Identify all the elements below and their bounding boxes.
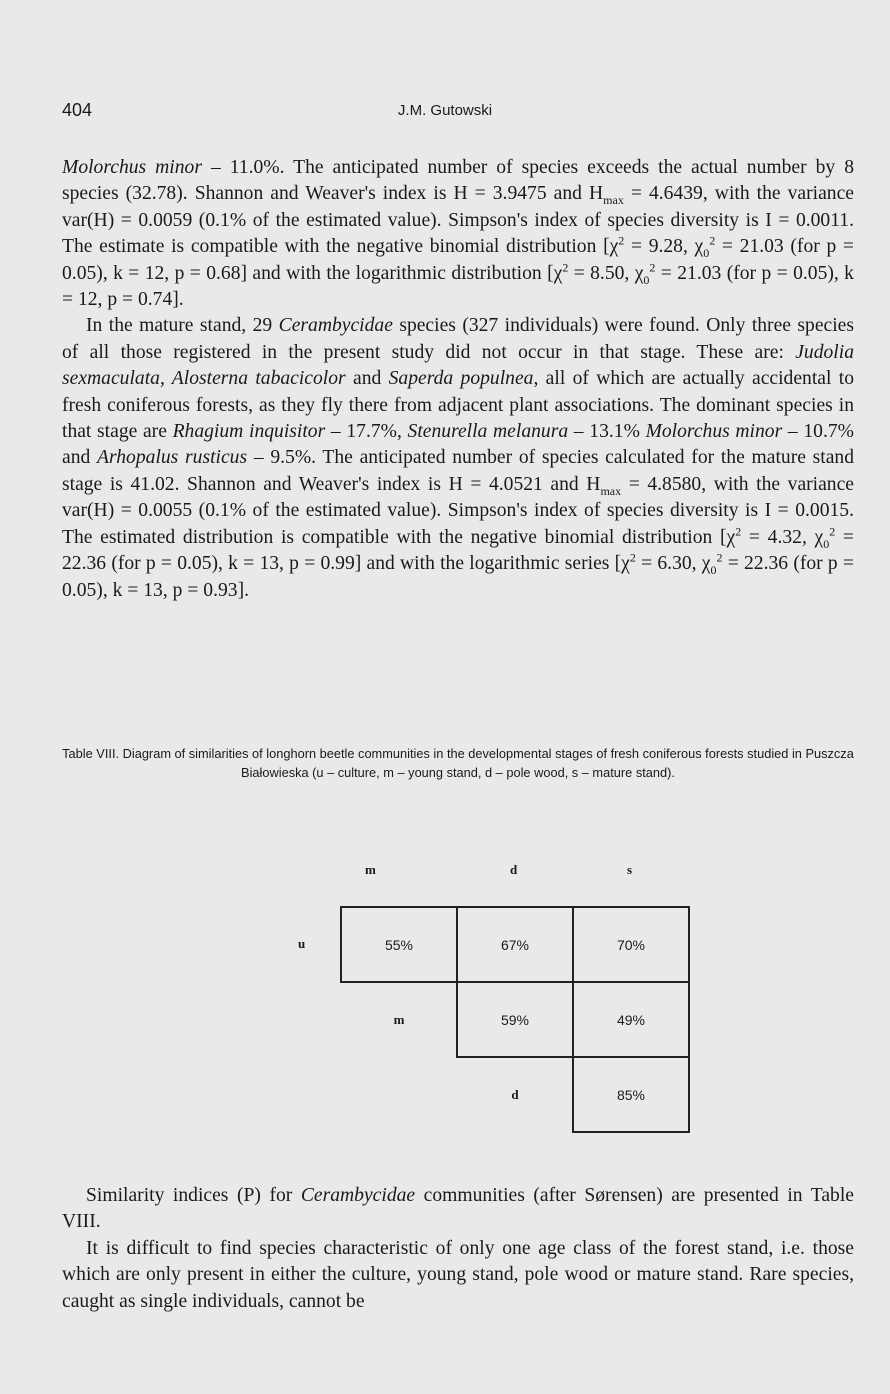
cell-u-s: 70% xyxy=(572,906,690,983)
row-label-d: d xyxy=(511,1086,519,1102)
cell-u-m: 55% xyxy=(340,906,458,983)
col-label-d: d xyxy=(510,862,518,877)
running-head-author: J.M. Gutowski xyxy=(397,102,493,119)
cell-m-s: 49% xyxy=(572,981,690,1058)
page-header xyxy=(62,100,828,126)
body-text-bottom xyxy=(62,1183,854,1315)
row-label-m: m xyxy=(393,1011,405,1027)
species-name: Molorchus minor xyxy=(62,157,202,178)
cell-m-d: 59% xyxy=(456,981,574,1058)
paragraph-1: Molorchus minor – 11.0%. The anticipated number of species exceeds the actual number by 8 species (32.78). Shannon and Weaver's index is H = 3.9475 and $H_{max} = 4.6439$, with the variance var(H) = 0.0059 (0.1% of the estimated value). Simpson's index of species diversity is I = 0.0011. The estimate is compatible with the negative binomial distribution [$\chi^2 = 9.28$, $\chi_0^2 = 21.03$ (for p = 0.05), k = 12, p = 0.68] and with the logarithmic distribution [$\chi^2 = 8.50$, $\chi_0^2 = 21.03$ (for p = 0.05), k = 12, p = 0.74]. xyxy=(62,157,854,311)
col-label-m: m xyxy=(365,862,376,877)
cell-d-s: 85% xyxy=(572,1056,690,1133)
paragraph-4: It is difficult to find species characteristic of only one age class of the forest stand, i.e. those which are only present in either the culture, young stand, pole wood or mature stand. Rare species, caught as single individuals, cannot be xyxy=(62,1237,854,1312)
paragraph-3: Similarity indices (P) for Cerambycidae communities (after Sørensen) are presented in Table VIII. xyxy=(62,1185,854,1233)
row-label-u: u xyxy=(298,936,306,951)
page-number: 404 xyxy=(62,100,93,120)
body-text-top xyxy=(62,155,854,604)
table-caption: Table VIII. Diagram of similarities of longhorn beetle communities in the developmental stages of fresh coniferous forests studied in Puszcza Białowieska (u – culture, m – young stand, d – pole wood, s – mature stand). xyxy=(62,746,854,780)
col-label-s: s xyxy=(627,862,633,877)
cell-u-d: 67% xyxy=(456,906,574,983)
paragraph-2: In the mature stand, 29 Cerambycidae species (327 individuals) were found. Only three species of all those registered in the present study did not occur in that stage. These are: Judolia sexmaculata, Alosterna tabacicolor and Saperda populnea, all of which are actually accidental to fresh coniferous forests, as they fly there from adjacent plant associations. The dominant species in that stage are Rhagium inquisitor – 17.7%, Stenurella melanura – 13.1% Molorchus minor – 10.7% and Arhopalus rusticus – 9.5%. The anticipated number of species calculated for the mature stand stage is 41.02. Shannon and Weaver's index is H = 4.0521 and $H_{max} = 4.8580$, with the variance var(H) = 0.0055 (0.1% of the estimated value). Simpson's index of species diversity is I = 0.0015. The estimated distribution is compatible with the negative binomial distribution [$\chi^2 = 4.32$, $\chi_0^2 = 22.36$ (for p = 0.05), k = 13, p = 0.99] and with the logarithmic series [$\chi^2 = 6.30$, $\chi_0^2 = 22.36$ (for p = 0.05), k = 13, p = 0.93]. xyxy=(62,315,855,601)
